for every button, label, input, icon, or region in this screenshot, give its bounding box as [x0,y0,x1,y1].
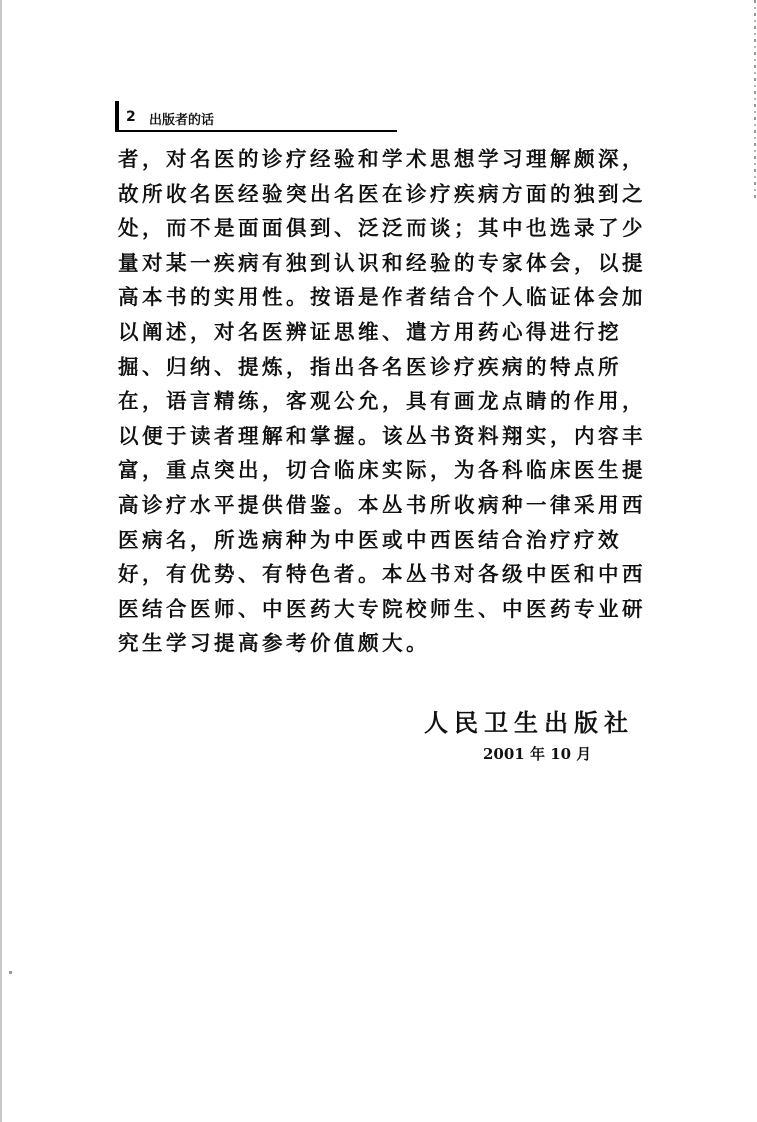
text-line: 医结合医师、中医药大专院校师生、中医药专业研 [118,596,646,621]
body-paragraph [118,142,648,661]
text-line: 者，对名医的诊疗经验和学术思想学习理解颇深， [118,147,646,171]
section-title: 出版者的话 [149,113,215,128]
text-line: 以阐述，对名医辨证思维、遣方用药心得进行挖 [118,319,622,344]
text-line: 高本书的实用性。按语是作者结合个人临证体会加 [118,285,646,310]
signature-date: 2001 年 10 月 [483,745,592,763]
header-bar [115,101,119,132]
text-line: 好，有优势、有特色者。本丛书对各级中医和中西 [118,562,646,587]
scan-speck [9,971,12,974]
text-line: 以便于读者理解和掌握。该丛书资料翔实，内容丰 [118,423,646,448]
scan-left-edge [0,0,2,1122]
header-rule [115,130,397,132]
text-line: 在，语言精练，客观公允，具有画龙点睛的作用， [118,389,646,414]
text-line: 量对某一疾病有独到认识和经验的专家体会，以提 [118,250,646,275]
running-header [115,101,397,132]
publisher-signature: 人民卫生出版社 [424,709,634,737]
page-number: 2 [126,109,136,125]
text-line: 处，而不是面面俱到、泛泛而谈；其中也选录了少 [118,216,646,241]
scan-right-edge [754,0,756,200]
text-line: 高诊疗水平提供借鉴。本丛书所收病种一律采用西 [118,492,646,517]
text-line: 掘、归纳、提炼，指出各名医诊疗疾病的特点所 [118,354,622,379]
text-line: 医病名，所选病种为中医或中西医结合治疗疗效 [118,527,622,552]
text-line: 故所收名医经验突出名医在诊疗疾病方面的独到之 [118,181,646,206]
text-line: 究生学习提高参考价值颇大。 [118,631,430,656]
text-line: 富，重点突出，切合临床实际，为各科临床医生提 [118,458,646,483]
